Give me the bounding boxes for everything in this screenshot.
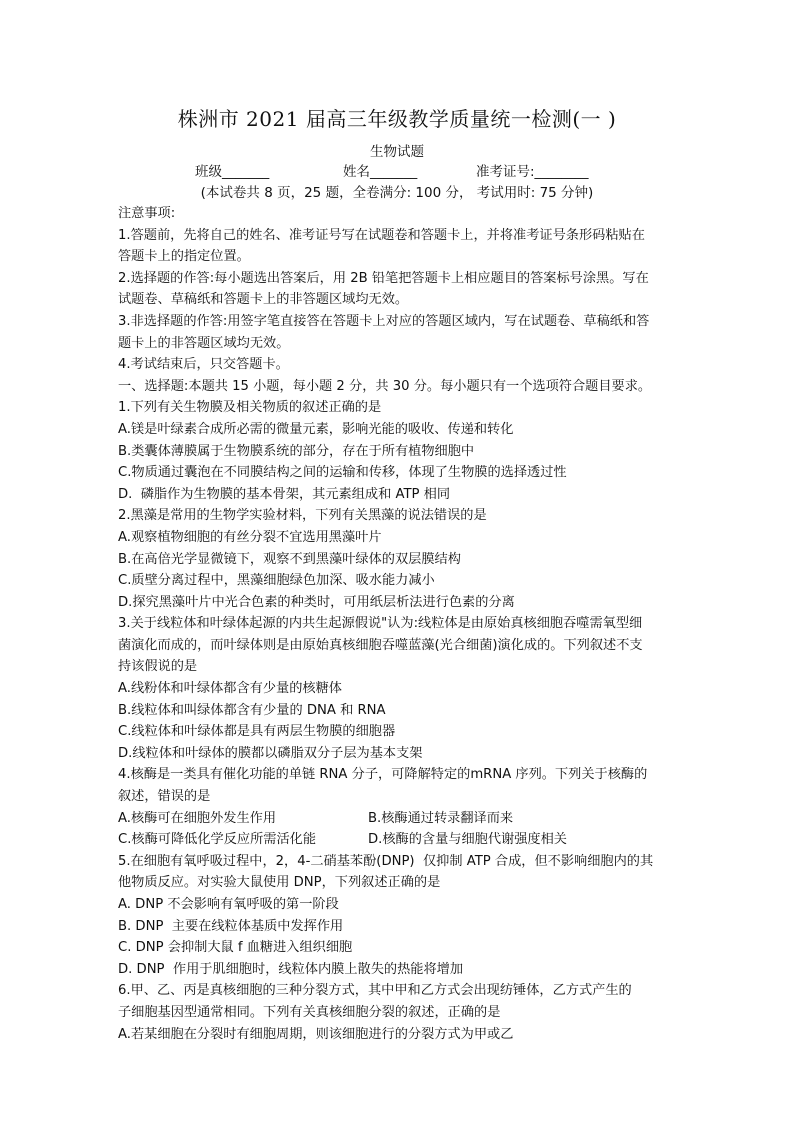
question-5-stem: 他物质反应。对实验大鼠使用 DNP，下列叙述正确的是 [118,875,441,891]
name-field: 姓名_______ [343,164,418,180]
question-4-options-row [118,829,682,851]
question-3-stem: 持该假说的是 [118,659,198,675]
question-4-options-row [118,808,682,830]
note-line: 2.选择题的作答:每小题选出答案后，用 2B 铅笔把答题卡上相应题目的答案标号涂黑。写在 [118,270,649,286]
note-line: 试题卷、草稿纸和答题卡上的非答题区域均无效。 [118,292,409,308]
question-2-option-a: A.观察植物细胞的有丝分裂不宜选用黑藻叶片 [118,529,382,545]
exam-title: 株洲市 2021 届高三年级教学质量统一检测(一 ) [177,107,617,131]
question-3-stem: 3.关于线粒体和叶绿体起源的内共生起源假说"认为:线粒体是由原始真核细胞吞噬需氧型细 [118,616,643,632]
question-4-option-d: D.核酶的含量与细胞代谢强度相关 [368,832,567,848]
notes-heading: 注意事项: [118,206,176,221]
question-5-stem: 5.在细胞有氧呼吸过程中，2，4-二硝基苯酚(DNP) 仅抑制 ATP 合成，但不影响细胞内的其 [118,853,654,869]
question-2-stem: 2.黑藻是常用的生物学实验材料，下列有关黑藻的说法错误的是 [118,508,487,524]
question-5-option-a: A. DNP 不会影响有氧呼吸的第一阶段 [118,897,339,912]
question-1-option-a: A.镁是叶绿素合成所必需的微量元素，影响光能的吸收、传递和转化 [118,421,514,437]
question-3-option-c: C.线粒体和叶绿体都是具有两层生物膜的细胞器 [118,724,396,740]
section-heading: 一、选择题:本题共 15 小题，每小题 2 分，共 30 分。每小题只有一个选项符合题目要求。 [118,378,652,394]
question-4-option-a: A.核酶可在细胞外发生作用 [118,810,277,826]
question-1-option-c: C.物质通过囊泡在不同膜结构之间的运输和传移，体现了生物膜的选择透过性 [118,465,567,481]
question-4-option-c: C.核酶可降低化学反应所需活化能 [118,832,317,848]
note-line: 1.答题前，先将自己的姓名、准考证号写在试题卷和答题卡上，并将准考证号条形码粘贴在 [118,227,645,243]
question-3-stem: 菌演化而成的，而叶绿体则是由原始真核细胞吞噬蓝藻(光合细菌)演化成的。下列叙述不支 [118,637,643,653]
question-5-option-d: D. DNP 作用于肌细胞时，线粒体内膜上散失的热能将增加 [118,961,464,977]
question-5-option-b: B. DNP 主要在线粒体基质中发挥作用 [118,918,344,934]
class-field: 班级_______ [195,164,270,180]
exam-body [118,203,682,1045]
exam-info: (本试卷共 8 页，25 题，全卷满分: 100 分， 考试用时: 75 分钟) [200,185,594,201]
question-3-option-a: A.线粉体和叶绿体都含有少量的核糖体 [118,681,342,697]
question-3-option-b: B.线粒体和叫绿体都含有少量的 DNA 和 RNA [118,702,386,718]
question-6-option-a: A.若某细胞在分裂时有细胞周期，则该细胞进行的分裂方式为甲或乙 [118,1026,514,1042]
question-4-stem: 4.核酶是一类具有催化功能的单链 RNA 分子，可降解特定的mRNA 序列。下列关于核酶的 [118,767,648,783]
question-5-option-c: C. DNP 会抑制大鼠 f 血糖进入组织细胞 [118,940,353,956]
question-6-stem: 子细胞基因型通常相同。下列有关真核细胞分裂的叙述，正确的是 [118,1004,501,1020]
question-1-stem: 1.下列有关生物膜及相关物质的叙述正确的是 [118,400,382,416]
question-4-option-b: B.核酶通过转录翻译而来 [368,810,514,826]
question-2-option-c: C.质壁分离过程中，黑藻细胞绿色加深、吸水能力减小 [118,573,435,589]
question-2-option-d: D.探究黑藻叶片中光合色素的种类时，可用纸层析法进行色素的分离 [118,594,515,610]
question-3-option-d: D.线粒体和叶绿体的膜都以磷脂双分子层为基本支架 [118,745,423,761]
note-line: 答题卡上的指定位置。 [118,249,250,265]
note-line: 4.考试结束后，只交答题卡。 [118,357,289,373]
subject-title: 生物试题 [370,144,424,160]
question-2-option-b: B.在高倍光学显微镜下，观察不到黑藻叶绿体的双层膜结构 [118,551,461,567]
exam-id-field: 准考证号:________ [476,164,589,180]
note-line: 3.非选择题的作答:用签字笔直接答在答题卡上对应的答题区域内，写在试题卷、草稿纸和答 [118,313,650,329]
question-4-stem: 叙述，错误的是 [118,789,211,805]
question-6-stem: 6.甲、乙、丙是真核细胞的三种分裂方式，其中甲和乙方式会出现纺锤体，乙方式产生的 [118,983,632,999]
note-line: 题卡上的非答题区域均无效。 [118,335,290,351]
question-1-option-b: B.类囊体薄膜属于生物膜系统的部分，存在于所有植物细胞中 [118,443,475,459]
question-1-option-d: D. 磷脂作为生物膜的基本骨架，其元素组成和 ATP 相同 [118,486,451,502]
